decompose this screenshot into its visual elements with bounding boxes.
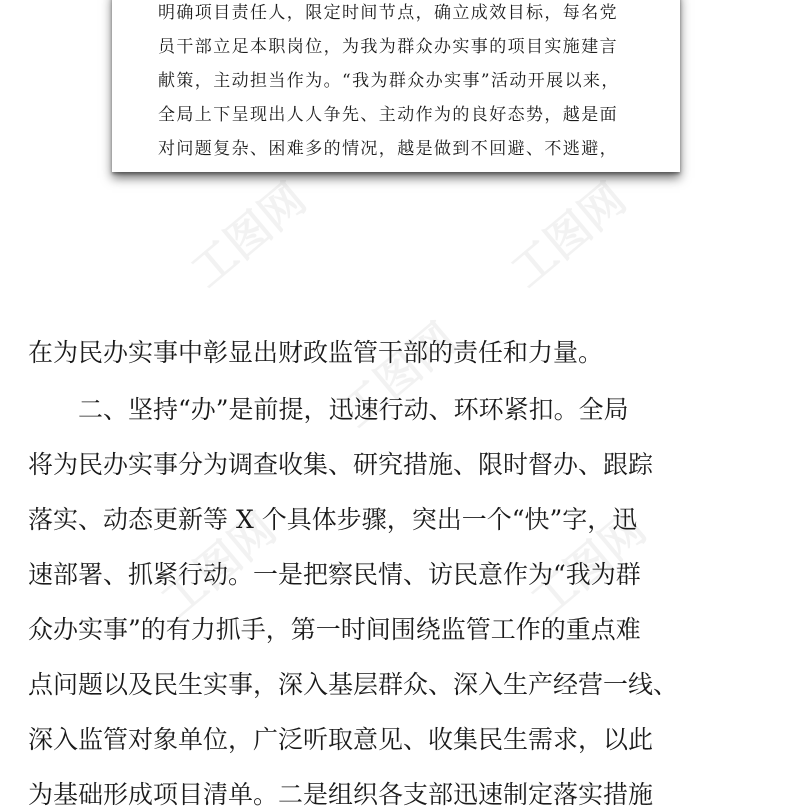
card-text-line: 明确项目责任人，限定时间节点，确立成效目标，每名党 (158, 3, 618, 23)
body-text-line: 在为民办实事中彰显出财政监管干部的责任和力量。 (28, 338, 604, 367)
card-text-line: 员干部立足本职岗位，为我为群众办实事的项目实施建言 (158, 37, 618, 57)
body-text-line: 将为民办实事分为调查收集、研究措施、限时督办、跟踪 (28, 450, 654, 479)
body-text-line: 落实、动态更新等 X 个具体步骤，突出一个“快”字，迅 (28, 505, 638, 534)
watermark: 工图网 (521, 503, 656, 628)
body-text-line: 为基础形成项目清单。二是组织各支部迅速制定落实措施 (28, 780, 654, 809)
card-text-line: 对问题复杂、困难多的情况，越是做到不回避、不逃避， (158, 139, 618, 159)
card-text-line: 全局上下呈现出人人争先、主动作为的良好态势，越是面 (158, 105, 618, 125)
body-text-line: 二、坚持“办”是前提，迅速行动、环环紧扣。全局 (28, 395, 629, 424)
watermark: 工图网 (181, 173, 316, 298)
watermark: 工图网 (151, 503, 286, 628)
quote-card (112, 0, 680, 172)
body-text-line: 深入监管对象单位，广泛听取意见、收集民生需求，以此 (28, 725, 654, 754)
body-text-line: 点问题以及民生实事，深入基层群众、深入生产经营一线、 (28, 670, 679, 699)
card-text-line: 献策，主动担当作为。“我为群众办实事”活动开展以来， (158, 71, 620, 91)
watermark: 工图网 (501, 173, 636, 298)
watermark: 工图网 (331, 313, 466, 438)
body-text-line: 速部署、抓紧行动。一是把察民情、访民意作为“我为群 (28, 560, 641, 589)
body-text-line: 众办实事”的有力抓手，第一时间围绕监管工作的重点难 (28, 615, 641, 644)
